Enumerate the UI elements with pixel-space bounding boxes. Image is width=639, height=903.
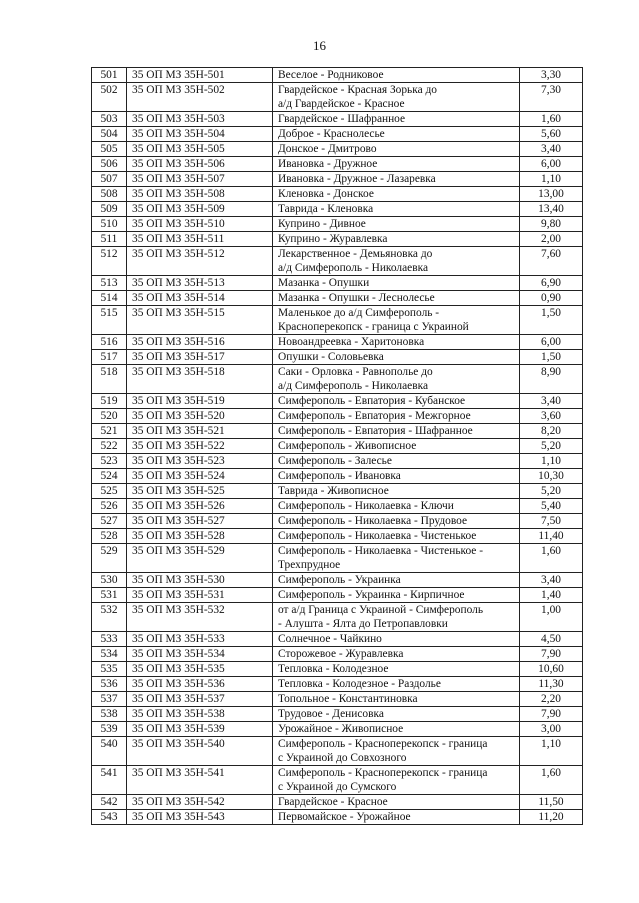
road-name-line: Тепловка - Колодезное — [278, 663, 389, 675]
road-name — [273, 499, 520, 514]
road-name-line: Гвардейское - Шафранное — [278, 113, 406, 125]
row-number: 528 — [92, 529, 127, 544]
table-row — [92, 573, 583, 588]
road-name — [273, 632, 520, 647]
road-length: 3,30 — [520, 68, 583, 83]
table-row — [92, 632, 583, 647]
table-row — [92, 692, 583, 707]
road-code: 35 ОП МЗ 35Н-502 — [127, 83, 273, 112]
table-row — [92, 409, 583, 424]
road-name-line: Доброе - Краснолесье — [278, 128, 385, 140]
road-name-line: Симферополь - Николаевка - Чистенькое — [278, 530, 477, 542]
road-name-line: Гвардейское - Красная Зорька до — [278, 84, 438, 96]
road-name-line: Таврида - Кленовка — [278, 203, 374, 215]
road-name-line: Симферополь - Ивановка — [278, 470, 401, 482]
table-row — [92, 795, 583, 810]
row-number: 543 — [92, 810, 127, 825]
road-name-line: Кленовка - Донское — [278, 188, 374, 200]
road-name — [273, 157, 520, 172]
road-name-line: а/д Симферополь - Николаевка — [278, 380, 429, 392]
row-number: 517 — [92, 350, 127, 365]
road-code: 35 ОП МЗ 35Н-524 — [127, 469, 273, 484]
road-code: 35 ОП МЗ 35Н-512 — [127, 247, 273, 276]
road-length: 1,10 — [520, 737, 583, 766]
row-number: 516 — [92, 335, 127, 350]
road-name — [273, 187, 520, 202]
road-name-line: Симферополь - Евпатория - Межгорное — [278, 410, 471, 422]
road-length: 1,00 — [520, 603, 583, 632]
road-length: 2,20 — [520, 692, 583, 707]
road-name-line: Саки - Орловка - Равнополье до — [278, 366, 433, 378]
road-length: 6,00 — [520, 335, 583, 350]
table-row — [92, 707, 583, 722]
table-row — [92, 603, 583, 632]
road-code: 35 ОП МЗ 35Н-536 — [127, 677, 273, 692]
road-code: 35 ОП МЗ 35Н-527 — [127, 514, 273, 529]
road-name — [273, 529, 520, 544]
table-row — [92, 335, 583, 350]
road-name — [273, 692, 520, 707]
road-length: 6,90 — [520, 276, 583, 291]
road-name-line: Солнечное - Чайкино — [278, 633, 382, 645]
row-number: 522 — [92, 439, 127, 454]
table-row — [92, 68, 583, 83]
road-name — [273, 469, 520, 484]
road-length: 10,30 — [520, 469, 583, 484]
table-row — [92, 588, 583, 603]
table-row — [92, 276, 583, 291]
table-row — [92, 439, 583, 454]
road-length: 9,80 — [520, 217, 583, 232]
road-name — [273, 217, 520, 232]
road-code: 35 ОП МЗ 35Н-539 — [127, 722, 273, 737]
road-code: 35 ОП МЗ 35Н-535 — [127, 662, 273, 677]
table-row — [92, 394, 583, 409]
road-code: 35 ОП МЗ 35Н-514 — [127, 291, 273, 306]
road-name-line: Донское - Дмитрово — [278, 143, 377, 155]
road-code: 35 ОП МЗ 35Н-522 — [127, 439, 273, 454]
table-row — [92, 544, 583, 573]
road-name-line: Маленькое до а/д Симферополь - — [278, 307, 440, 319]
road-name — [273, 365, 520, 394]
road-name-line: Симферополь - Залесье — [278, 455, 392, 467]
table-row — [92, 454, 583, 469]
road-name-line: Симферополь - Николаевка - Чистенькое - — [278, 545, 484, 557]
road-name-line: Тепловка - Колодезное - Раздолье — [278, 678, 441, 690]
row-number: 524 — [92, 469, 127, 484]
table-row — [92, 112, 583, 127]
road-name-line: Первомайское - Урожайное — [278, 811, 411, 823]
table-row — [92, 172, 583, 187]
row-number: 526 — [92, 499, 127, 514]
road-length: 1,50 — [520, 350, 583, 365]
road-code: 35 ОП МЗ 35Н-530 — [127, 573, 273, 588]
row-number: 513 — [92, 276, 127, 291]
road-name-line: Красноперекопск - граница с Украиной — [278, 321, 469, 333]
road-length: 5,20 — [520, 439, 583, 454]
road-name-line: Опушки - Соловьевка — [278, 351, 384, 363]
road-length: 3,40 — [520, 394, 583, 409]
row-number: 525 — [92, 484, 127, 499]
road-name-line: Мазанка - Опушки — [278, 277, 370, 289]
road-length: 11,30 — [520, 677, 583, 692]
road-length: 1,60 — [520, 544, 583, 573]
road-name — [273, 603, 520, 632]
road-code: 35 ОП МЗ 35Н-515 — [127, 306, 273, 335]
table-row — [92, 514, 583, 529]
road-code: 35 ОП МЗ 35Н-537 — [127, 692, 273, 707]
road-code: 35 ОП МЗ 35Н-510 — [127, 217, 273, 232]
road-code: 35 ОП МЗ 35Н-504 — [127, 127, 273, 142]
road-code: 35 ОП МЗ 35Н-519 — [127, 394, 273, 409]
row-number: 541 — [92, 766, 127, 795]
road-name — [273, 127, 520, 142]
row-number: 533 — [92, 632, 127, 647]
road-name — [273, 454, 520, 469]
road-name — [273, 306, 520, 335]
road-code: 35 ОП МЗ 35Н-538 — [127, 707, 273, 722]
road-name-line: Симферополь - Евпатория - Шафранное — [278, 425, 473, 437]
road-name-line: Куприно - Дивное — [278, 218, 366, 230]
road-code: 35 ОП МЗ 35Н-501 — [127, 68, 273, 83]
road-length: 1,40 — [520, 588, 583, 603]
road-length: 7,90 — [520, 647, 583, 662]
road-name — [273, 247, 520, 276]
row-number: 504 — [92, 127, 127, 142]
road-name — [273, 677, 520, 692]
row-number: 519 — [92, 394, 127, 409]
road-name — [273, 142, 520, 157]
road-name — [273, 232, 520, 247]
row-number: 537 — [92, 692, 127, 707]
row-number: 540 — [92, 737, 127, 766]
table-row — [92, 484, 583, 499]
road-length: 8,90 — [520, 365, 583, 394]
road-name — [273, 544, 520, 573]
road-length: 7,30 — [520, 83, 583, 112]
road-length: 5,40 — [520, 499, 583, 514]
road-name-line: Симферополь - Украинка - Кирпичное — [278, 589, 465, 601]
road-name — [273, 514, 520, 529]
road-length: 11,40 — [520, 529, 583, 544]
road-length: 1,60 — [520, 112, 583, 127]
table-row — [92, 127, 583, 142]
road-code: 35 ОП МЗ 35Н-543 — [127, 810, 273, 825]
road-name-line: Новоандреевка - Харитоновка — [278, 336, 425, 348]
row-number: 536 — [92, 677, 127, 692]
road-name — [273, 722, 520, 737]
table-row — [92, 677, 583, 692]
road-length: 1,10 — [520, 172, 583, 187]
road-length: 11,20 — [520, 810, 583, 825]
road-length: 1,50 — [520, 306, 583, 335]
table-row — [92, 810, 583, 825]
road-length: 4,50 — [520, 632, 583, 647]
road-name-line: Веселое - Родниковое — [278, 69, 384, 81]
road-name-line: Трехпрудное — [278, 559, 341, 571]
row-number: 539 — [92, 722, 127, 737]
road-code: 35 ОП МЗ 35Н-507 — [127, 172, 273, 187]
road-length: 13,40 — [520, 202, 583, 217]
table-row — [92, 202, 583, 217]
row-number: 507 — [92, 172, 127, 187]
road-name-line: с Украиной до Совхозного — [278, 752, 407, 764]
road-name-line: Симферополь - Николаевка - Ключи — [278, 500, 454, 512]
row-number: 531 — [92, 588, 127, 603]
road-code: 35 ОП МЗ 35Н-523 — [127, 454, 273, 469]
road-name — [273, 707, 520, 722]
road-name-line: Симферополь - Живописное — [278, 440, 417, 452]
row-number: 514 — [92, 291, 127, 306]
road-name — [273, 335, 520, 350]
table-row — [92, 662, 583, 677]
road-length: 2,00 — [520, 232, 583, 247]
road-name — [273, 662, 520, 677]
row-number: 501 — [92, 68, 127, 83]
row-number: 506 — [92, 157, 127, 172]
road-name-line: - Алушта - Ялта до Петропавловки — [278, 618, 448, 630]
road-name-line: Симферополь - Украинка — [278, 574, 401, 586]
row-number: 508 — [92, 187, 127, 202]
road-name — [273, 83, 520, 112]
table-row — [92, 142, 583, 157]
road-length: 7,50 — [520, 514, 583, 529]
row-number: 515 — [92, 306, 127, 335]
road-name-line: Симферополь - Красноперекопск - граница — [278, 738, 488, 750]
table-row — [92, 217, 583, 232]
row-number: 509 — [92, 202, 127, 217]
table-row — [92, 365, 583, 394]
road-length: 0,90 — [520, 291, 583, 306]
road-name — [273, 484, 520, 499]
table-row — [92, 187, 583, 202]
road-name-line: Лекарственное - Демьяновка до — [278, 248, 433, 260]
road-code: 35 ОП МЗ 35Н-526 — [127, 499, 273, 514]
table-row — [92, 247, 583, 276]
road-code: 35 ОП МЗ 35Н-529 — [127, 544, 273, 573]
table-row — [92, 499, 583, 514]
road-code: 35 ОП МЗ 35Н-540 — [127, 737, 273, 766]
road-name-line: Мазанка - Опушки - Леснолесье — [278, 292, 435, 304]
row-number: 502 — [92, 83, 127, 112]
road-length: 10,60 — [520, 662, 583, 677]
road-length: 8,20 — [520, 424, 583, 439]
road-name — [273, 202, 520, 217]
road-length: 1,10 — [520, 454, 583, 469]
road-name — [273, 394, 520, 409]
road-name — [273, 68, 520, 83]
row-number: 527 — [92, 514, 127, 529]
road-code: 35 ОП МЗ 35Н-505 — [127, 142, 273, 157]
roads-table-body — [92, 68, 583, 825]
road-code: 35 ОП МЗ 35Н-518 — [127, 365, 273, 394]
road-length: 3,40 — [520, 142, 583, 157]
road-name-line: Топольное - Константиновка — [278, 693, 418, 705]
road-code: 35 ОП МЗ 35Н-511 — [127, 232, 273, 247]
road-length: 7,60 — [520, 247, 583, 276]
page-number: 16 — [313, 38, 326, 53]
road-name — [273, 276, 520, 291]
row-number: 534 — [92, 647, 127, 662]
road-length: 7,90 — [520, 707, 583, 722]
road-code: 35 ОП МЗ 35Н-528 — [127, 529, 273, 544]
road-name — [273, 647, 520, 662]
row-number: 520 — [92, 409, 127, 424]
road-code: 35 ОП МЗ 35Н-503 — [127, 112, 273, 127]
roads-table — [91, 67, 583, 825]
road-name-line: Таврида - Живописное — [278, 485, 389, 497]
road-length: 3,40 — [520, 573, 583, 588]
road-length: 3,00 — [520, 722, 583, 737]
road-name-line: Симферополь - Евпатория - Кубанское — [278, 395, 466, 407]
road-code: 35 ОП МЗ 35Н-525 — [127, 484, 273, 499]
table-row — [92, 766, 583, 795]
row-number: 532 — [92, 603, 127, 632]
row-number: 510 — [92, 217, 127, 232]
road-code: 35 ОП МЗ 35Н-541 — [127, 766, 273, 795]
table-row — [92, 157, 583, 172]
road-code: 35 ОП МЗ 35Н-521 — [127, 424, 273, 439]
table-row — [92, 737, 583, 766]
road-code: 35 ОП МЗ 35Н-531 — [127, 588, 273, 603]
road-length: 1,60 — [520, 766, 583, 795]
table-row — [92, 424, 583, 439]
road-length: 5,20 — [520, 484, 583, 499]
table-row — [92, 469, 583, 484]
road-name-line: Урожайное - Живописное — [278, 723, 404, 735]
road-name-line: а/д Гвардейское - Красное — [278, 98, 405, 110]
road-name-line: Сторожевое - Журавлевка — [278, 648, 404, 660]
table-row — [92, 350, 583, 365]
row-number: 503 — [92, 112, 127, 127]
road-length: 13,00 — [520, 187, 583, 202]
row-number: 542 — [92, 795, 127, 810]
road-code: 35 ОП МЗ 35Н-520 — [127, 409, 273, 424]
table-row — [92, 529, 583, 544]
road-name — [273, 795, 520, 810]
road-code: 35 ОП МЗ 35Н-513 — [127, 276, 273, 291]
table-row — [92, 722, 583, 737]
road-code: 35 ОП МЗ 35Н-517 — [127, 350, 273, 365]
road-code: 35 ОП МЗ 35Н-506 — [127, 157, 273, 172]
road-name — [273, 291, 520, 306]
table-row — [92, 306, 583, 335]
road-name-line: Ивановка - Дружное - Лазаревка — [278, 173, 436, 185]
road-code: 35 ОП МЗ 35Н-532 — [127, 603, 273, 632]
road-name-line: Ивановка - Дружное — [278, 158, 378, 170]
road-name-line: от а/д Граница с Украиной - Симферополь — [278, 604, 484, 616]
road-code: 35 ОП МЗ 35Н-516 — [127, 335, 273, 350]
row-number: 518 — [92, 365, 127, 394]
row-number: 530 — [92, 573, 127, 588]
road-name-line: Гвардейское - Красное — [278, 796, 388, 808]
road-name — [273, 172, 520, 187]
road-name — [273, 573, 520, 588]
table-row — [92, 83, 583, 112]
road-length: 3,60 — [520, 409, 583, 424]
road-name — [273, 810, 520, 825]
row-number: 538 — [92, 707, 127, 722]
road-code: 35 ОП МЗ 35Н-534 — [127, 647, 273, 662]
row-number: 521 — [92, 424, 127, 439]
road-length: 5,60 — [520, 127, 583, 142]
road-length: 6,00 — [520, 157, 583, 172]
row-number: 511 — [92, 232, 127, 247]
road-name-line: Симферополь - Красноперекопск - граница — [278, 767, 488, 779]
road-name-line: Симферополь - Николаевка - Прудовое — [278, 515, 468, 527]
row-number: 523 — [92, 454, 127, 469]
road-length: 11,50 — [520, 795, 583, 810]
road-code: 35 ОП МЗ 35Н-533 — [127, 632, 273, 647]
row-number: 529 — [92, 544, 127, 573]
road-name — [273, 737, 520, 766]
table-row — [92, 647, 583, 662]
road-name-line: Трудовое - Денисовка — [278, 708, 384, 720]
road-name-line: а/д Симферополь - Николаевка — [278, 262, 429, 274]
road-name — [273, 588, 520, 603]
road-name-line: с Украиной до Сумского — [278, 781, 397, 793]
road-code: 35 ОП МЗ 35Н-509 — [127, 202, 273, 217]
road-code: 35 ОП МЗ 35Н-542 — [127, 795, 273, 810]
road-name — [273, 350, 520, 365]
road-name — [273, 112, 520, 127]
road-name — [273, 409, 520, 424]
table-row — [92, 291, 583, 306]
table-row — [92, 232, 583, 247]
road-code: 35 ОП МЗ 35Н-508 — [127, 187, 273, 202]
road-name — [273, 439, 520, 454]
row-number: 535 — [92, 662, 127, 677]
road-name — [273, 766, 520, 795]
row-number: 512 — [92, 247, 127, 276]
road-name-line: Куприно - Журавлевка — [278, 233, 388, 245]
road-name — [273, 424, 520, 439]
row-number: 505 — [92, 142, 127, 157]
